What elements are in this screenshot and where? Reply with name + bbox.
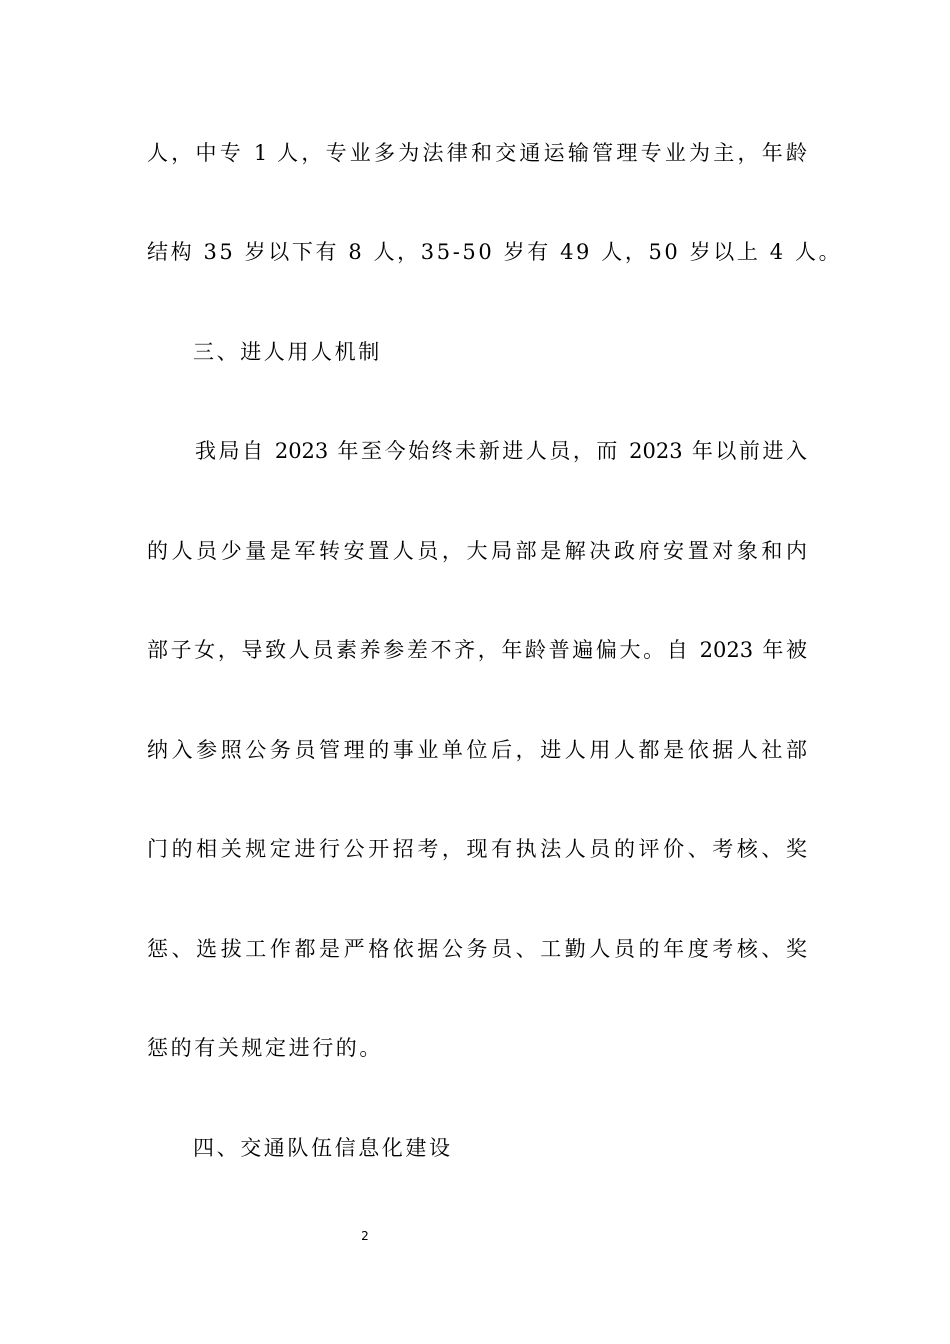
paragraph-first-line: 我局自 2023 年至今始终未新进人员，而 2023 年以前进入 [195, 439, 807, 463]
body-text-line: 纳入参照公务员管理的事业单位后，进人用人都是依据人社部 [147, 738, 807, 762]
body-text-line: 惩的有关规定进行的。 [147, 1036, 383, 1060]
body-text-line: 部子女，导致人员素养参差不齐，年龄普遍偏大。自 2023 年被 [147, 638, 807, 662]
body-text-line: 人，中专 1 人，专业多为法律和交通运输管理专业为主，年龄 [147, 141, 807, 165]
page-number: 2 [361, 1229, 369, 1243]
body-text-line: 的人员少量是军转安置人员，大局部是解决政府安置对象和内 [147, 539, 807, 563]
section-heading-3: 三、进人用人机制 [193, 340, 382, 364]
body-text-line: 惩、选拔工作都是严格依据公务员、工勤人员的年度考核、奖 [147, 937, 807, 961]
body-text-line: 门的相关规定进行公开招考，现有执法人员的评价、考核、奖 [147, 837, 807, 861]
section-heading-4: 四、交通队伍信息化建设 [193, 1136, 453, 1160]
body-text-line: 结构 35 岁以下有 8 人，35-50 岁有 49 人，50 岁以上 4 人。 [147, 240, 843, 264]
